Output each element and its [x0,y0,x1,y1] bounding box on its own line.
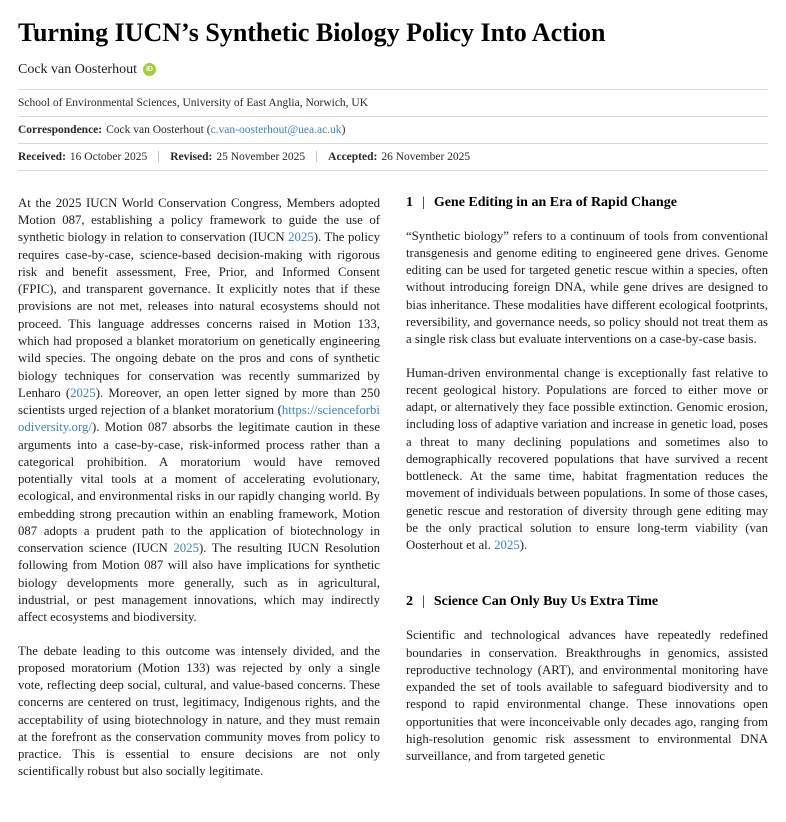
section-title: Gene Editing in an Era of Rapid Change [433,194,677,210]
revised-label: Revised: [170,150,213,163]
section-number: 1 [406,194,413,210]
article-history-row [18,144,768,171]
affiliation: School of Environmental Sciences, University of East Anglia, Norwich, UK [18,96,369,109]
paragraph [406,228,768,349]
accepted-label: Accepted: [328,150,378,163]
paragraph-text: ). The resulting IUCN Resolution following from Motion 087 will also have implications for synthetic biology developments more generally, such as in agricultural, industrial, or pest management innovations, which may indirectly affect ecosystems and biodiversity. [18,541,380,625]
revised-date: 25 November 2025 [216,150,306,163]
paragraph-text: Scientific and technological advances have repeatedly redefined boundaries in conservation. Breakthroughs in genomics, assisted reproductive technology (ART), and environmental monitoring have expanded the set of tools available to safeguard biodiversity and to respond to rapid environmental change. These innovations open opportunities that were inconceivable only decades ago, ranging from high-resolution genomic risk assessment to environmental DNA surveillance, and from targeted genetic [406,628,768,764]
section-2-heading [406,594,768,611]
citation-link[interactable]: 2025 [288,230,314,245]
paragraph [18,195,380,627]
author-row [18,62,768,90]
received-label: Received: [18,150,66,163]
article-body [18,195,768,797]
paragraph-text: The debate leading to this outcome was intensely divided, and the proposed moratorium (Motion 133) was rejected by only a single vote, reflecting deep social, cultural, and value-based concerns. These concerns are centered on trust, legitimacy, Indigenous rights, and the acceptability of using biotechnology in nature, and they must remain at the forefront as the conservation community moves from policy to practice. This is essential to ensure decisions are not only scientifically robust but also socially legitimate. [18,643,380,779]
citation-link[interactable]: 2025 [494,538,520,553]
section-number: 2 [406,594,413,610]
correspondence-text: Cock van Oosterhout ( [106,123,211,136]
paragraph-text: ). Moreover, an open letter signed by more than 250 scientists urged rejection of a blanket moratorium ( [18,385,380,418]
section-1-heading [406,195,768,212]
article-title: Turning IUCN’s Synthetic Biology Policy Into Action [18,18,606,47]
paragraph-text: At the 2025 IUCN World Conservation Congress, Members adopted Motion 087, establishing a policy framework to guide the use of synthetic biology in relation to conservation (IUCN [18,195,380,245]
author-name: Cock van Oosterhout [18,61,137,77]
affiliation-row [18,90,768,117]
section-pipe: | [422,594,425,610]
accepted-date: 26 November 2025 [381,150,471,163]
citation-link[interactable]: 2025 [173,541,199,556]
paragraph-text: “Synthetic biology” refers to a continuum of tools from conventional transgenesis and genome editing to engineered gene drives. Genome editing can be used for targeted genetic rescue within a species, often without introducing foreign DNA, while gene drives are designed to bias inheritance. These modalities have different ecological footprints, reversibility, and governance needs, so policy should not treat them as a single risk class but evaluate interventions on a case-by-case basis. [406,228,768,347]
paragraph [406,627,768,765]
section-pipe: | [422,194,425,210]
received-date: 16 October 2025 [69,150,148,163]
paragraph [18,643,380,781]
correspondence-row [18,117,768,144]
separator [158,151,159,162]
paragraph-text: Human-driven environmental change is exceptionally fast relative to recent geological history. Populations are forced to either move or adapt, or alternatively they face possible extinction. Genomic erosion, including loss of adaptive variation and increase in genetic load, poses a threat to many declining populations and sometimes also to demographically recovered populations that have survived a recent bottleneck. At the same time, habitat fragmentation reduces the movement of individuals between populations. In some of those cases, genetic rescue and restoration of diversity through gene editing may be the only practical solution to ensure long-term viability (van Oosterhout et al. [406,365,768,553]
orcid-icon[interactable]: iD [143,63,156,76]
right-column [406,195,768,797]
correspondence-label: Correspondence: [18,123,103,136]
paragraph-text: ). [519,538,528,553]
citation-link[interactable]: 2025 [70,385,96,400]
citation-link[interactable]: https://scienceforbiodiversity.org/ [18,403,380,435]
paragraph-text: ). Motion 087 absorbs the legitimate caution in these arguments into a case-by-case, risk-informed process rather than a categorical prohibition. A moratorium would have removed potentially vital tools at a moment of accelerating evolutionary, ecological, and environmental risks in our rapidly changing world. By embedding strong precaution within an enabling framework, Motion 087 adopts a prudent path to the application of biotechnology in conservation science (IUCN [18,420,380,556]
correspondence-email-link[interactable]: c.van-oosterhout@uea.ac.uk [210,123,342,136]
section-title: Science Can Only Buy Us Extra Time [433,594,659,610]
paragraph [406,365,768,555]
paragraph-text: ). The policy requires case-by-case, science-based decision-making with rigorous risk and benefit assessment, Free, Prior, and Informed Consent (FPIC), and transparent governance. It explicitly notes that if these provisions are not met, releases into natural ecosystems should not proceed. This language addresses concerns raised in Motion 133, which had proposed a blanket moratorium on genetically engineering wild species. The ongoing debate on the pros and cons of synthetic biology techniques for conservation was recently summarized by Lenharo ( [18,230,380,400]
left-column [18,195,380,797]
separator [316,151,317,162]
correspondence-text-close: ) [341,123,346,136]
